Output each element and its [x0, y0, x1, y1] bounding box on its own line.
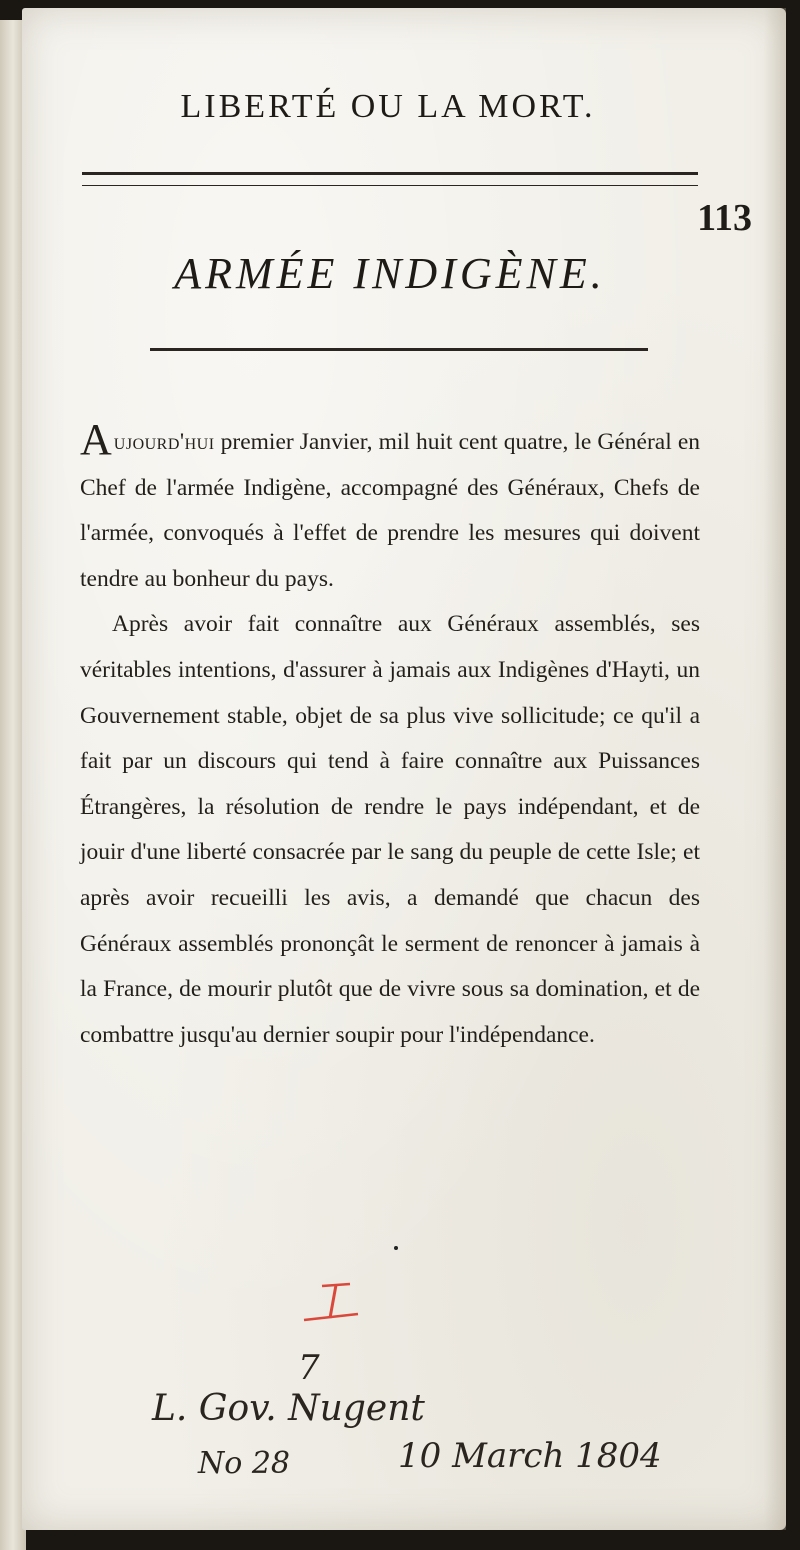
- handwritten-catalog-number: No 28: [198, 1446, 291, 1481]
- handwritten-signature: L. Gov. Nugent: [152, 1388, 425, 1429]
- page-curl-shadow: [764, 8, 786, 1530]
- red-pencil-mark: [300, 1280, 362, 1328]
- paragraph-2: Après avoir fait connaître aux Généraux assemblés, ses véritables intentions, d'assurer à jamais aux Indigènes d'Hayti, un Gouvernement stable, objet de sa plus vive sollicitude; ce qu'il a fait par un discours qui tend à faire connaître aux Puissances Étrangères, la résolution de rendre le pays indépendant, et de jouir d'une liberté consacrée par le sang du peuple de cette Isle; et après avoir recueilli les avis, a demandé que chacun des Généraux assemblés prononçât le serment de renoncer à jamais à la France, de mourir plutôt que de vivre sous sa domination, et de combattre jusqu'au dernier soupir pour l'indépendance.: [80, 611, 700, 1048]
- folio-number: 113: [697, 197, 752, 239]
- red-mark-letter: I: [300, 1280, 301, 1281]
- document-title: ARMÉE INDIGÈNE.: [174, 249, 606, 298]
- double-rule-divider: [82, 172, 698, 186]
- handwritten-number: 7: [298, 1348, 320, 1388]
- paragraph-1-lead: ujourd'hui: [113, 429, 215, 455]
- handwritten-date: 10 March 1804: [398, 1436, 662, 1476]
- paragraph-1: [80, 415, 700, 602]
- ink-speck: [394, 1246, 398, 1250]
- title-rule-divider: [150, 348, 648, 351]
- paragraph-1-text: premier Janvier, mil huit cent quatre, le Général en Chef de l'armée Indigène, accompagné des Généraux, Chefs de l'armée, convoqués à l'effet de prendre les mesures qui doivent tendre au bonheur du pays.: [80, 429, 700, 592]
- proclamation-body: [80, 415, 700, 1058]
- drop-capital: A: [80, 415, 112, 464]
- motto-heading: LIBERTÉ OU LA MORT.: [180, 88, 596, 125]
